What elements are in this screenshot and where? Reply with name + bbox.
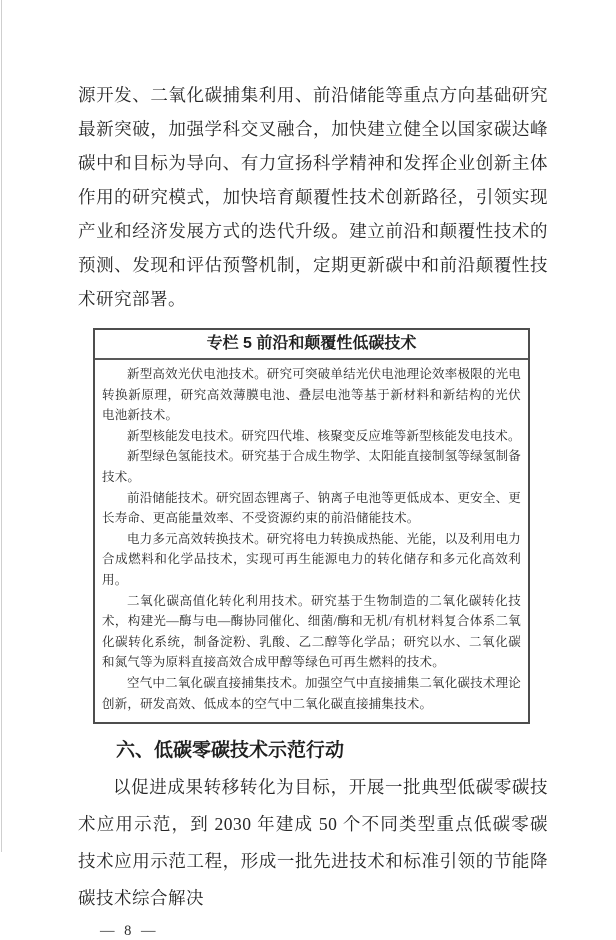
page-number: — 8 — <box>100 923 159 940</box>
section-6-heading: 六、低碳零碳技术示范行动 <box>116 740 345 762</box>
box-item-hydrogen: 新型绿色氢能技术。研究基于合成生物学、太阳能直接制氢等绿氢制备技术。 <box>102 449 521 484</box>
document-page <box>78 0 548 940</box>
box-item-power-conversion: 电力多元高效转换技术。研究将电力转换成热能、光能，以及利用电力合成燃料和化学品技术，实现可再生能源电力的转化储存和多元化高效利用。 <box>102 531 521 587</box>
section-6-paragraph: 以促进成果转移转化为目标，开展一批典型低碳零碳技术应用示范，到 2030 年建成 50 个不同类型重点低碳零碳技术应用示范工程，形成一批先进技术和标准引领的节能降碳技术综合解决 <box>78 777 548 909</box>
box-item-nuclear: 新型核能发电技术。研究四代堆、核聚变反应堆等新型核能发电技术。 <box>127 428 521 443</box>
column-5-box-title: 专栏 5 前沿和颠覆性低碳技术 <box>95 330 528 360</box>
box-item-direct-air-capture: 空气中二氧化碳直接捕集技术。加强空气中直接捕集二氧化碳技术理论创新，研发高效、低成本的空气中二氧化碳直接捕集技术。 <box>102 675 521 711</box>
intro-paragraph: 源开发、二氧化碳捕集利用、前沿储能等重点方向基础研究最新突破，加强学科交叉融合，加快建立健全以国家碳达峰碳中和目标为导向、有力宣扬科学精神和发挥企业创新主体作用的研究模式，加快培育颠覆性技术创新路径，引领实现产业和经济发展方式的迭代升级。建立前沿和颠覆性技术的预测、发现和评估预警机制，定期更新碳中和前沿颠覆性技术研究部署。 <box>78 85 548 309</box>
box-item-co2-conversion: 二氧化碳高值化转化利用技术。研究基于生物制造的二氧化碳转化技术，构建光—酶与电—酶协同催化、细菌/酶和无机/有机材料复合体系二氧化碳转化系统，制备淀粉、乳酸、乙二醇等化学品；研究以水、二氧化碳和氮气等为原料直接高效合成甲醇等绿色可再生燃料的技术。 <box>102 593 521 670</box>
box-item-energy-storage: 前沿储能技术。研究固态锂离子、钠离子电池等更低成本、更安全、更长寿命、更高能量效率、不受资源约束的前沿储能技术。 <box>102 490 521 526</box>
column-5-box-body <box>95 360 528 722</box>
box-item-photovoltaic: 新型高效光伏电池技术。研究可突破单结光伏电池理论效率极限的光电转换新原理，研究高效薄膜电池、叠层电池等基于新材料和新结构的光伏电池新技术。 <box>102 367 521 423</box>
column-5-box <box>93 328 530 724</box>
scan-page-edge <box>1 0 2 852</box>
